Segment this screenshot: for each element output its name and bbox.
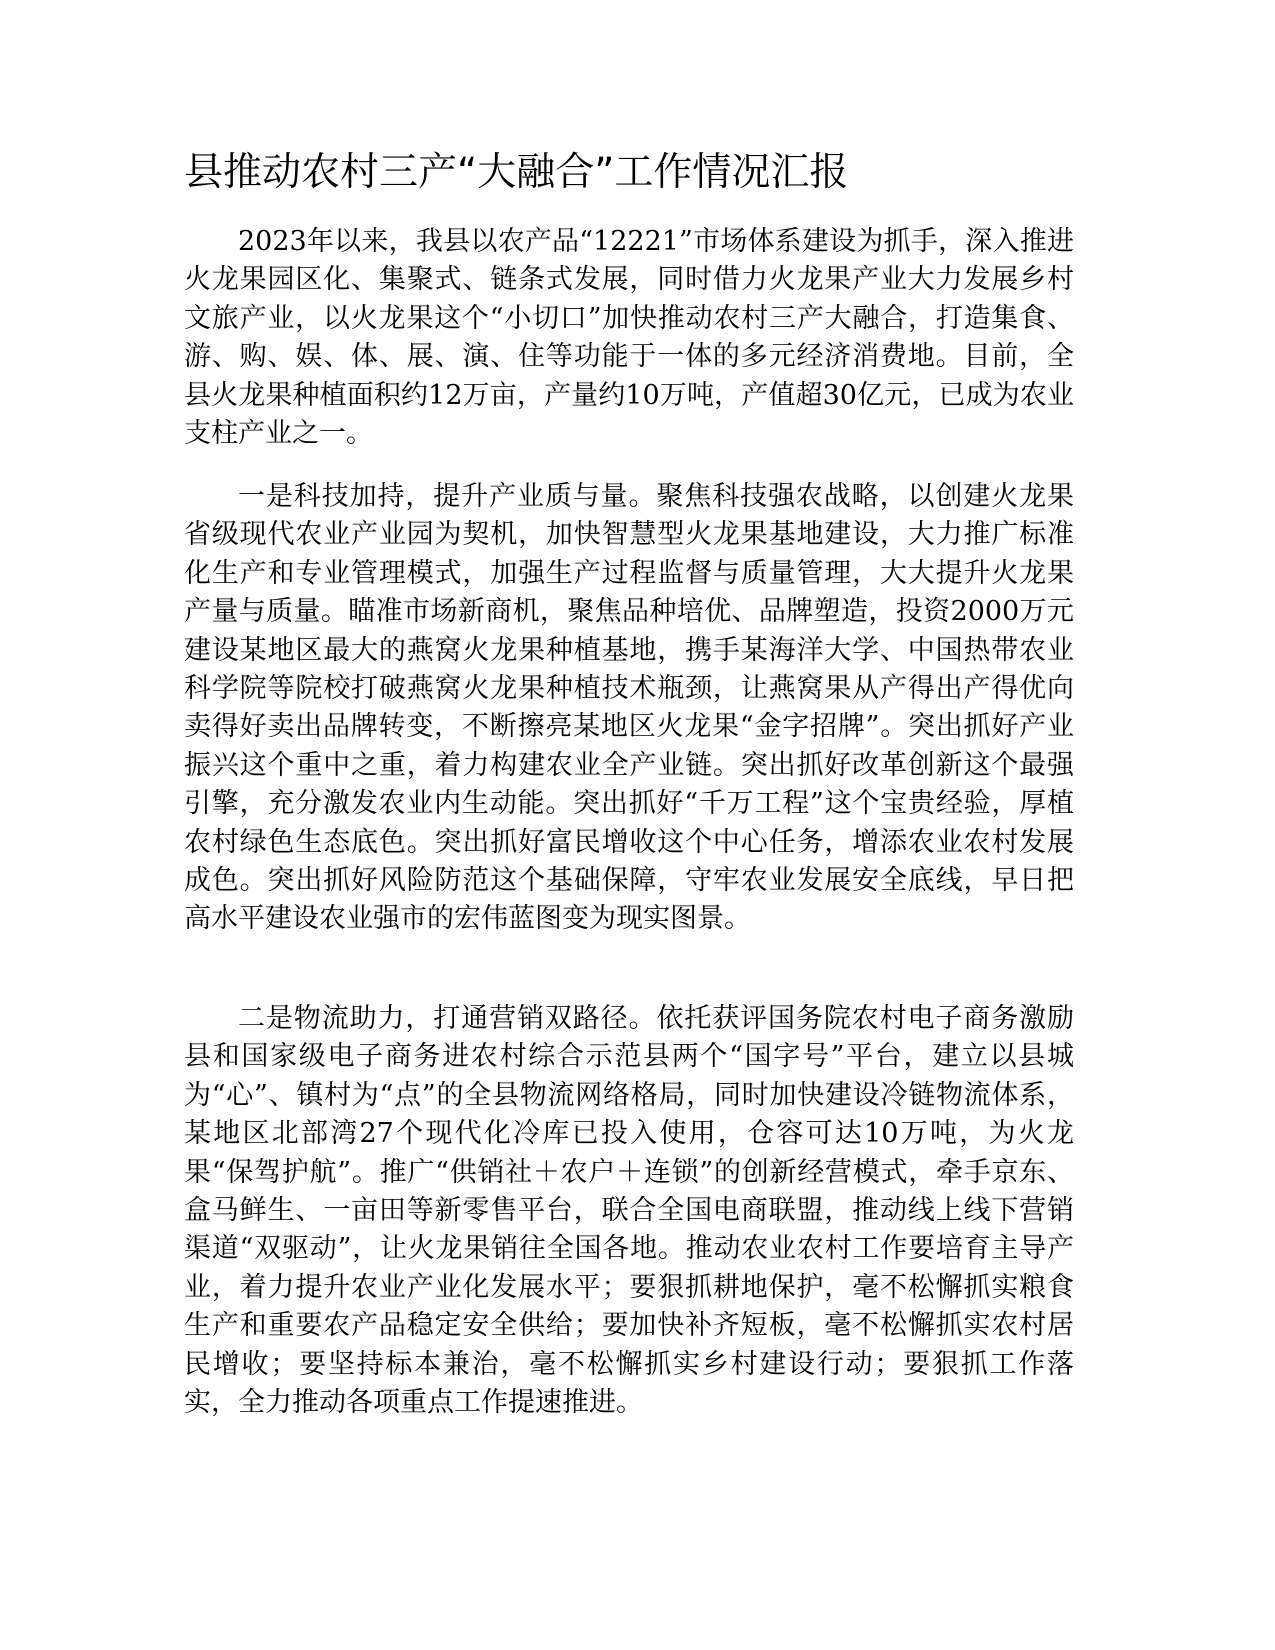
paragraph-technology: 一是科技加持，提升产业质与量。聚焦科技强农战略，以创建火龙果省级现代农业产业园为契机，加快智慧型火龙果基地建设，大力推广标准化生产和专业管理模式，加强生产过程监督与质量管理，大大提升火龙果产量与质量。瞄准市场新商机，聚焦品种培优、品牌塑造，投资2000万元建设某地区最大的燕窝火龙果种植基地，携手某海洋大学、中国热带农业科学院等院校打破燕窝火龙果种植技术瓶颈，让燕窝果从产得出产得优向卖得好卖出品牌转变，不断擦亮某地区火龙果“金字招牌”。突出抓好产业振兴这个重中之重，着力构建农业全产业链。突出抓好改革创新这个最强引擎，充分激发农业内生动能。突出抓好“千万工程”这个宝贵经验，厚植农村绿色生态底色。突出抓好富民增收这个中心任务，增添农业农村发展成色。突出抓好风险防范这个基础保障，守牢农业发展安全底线，早日把高水平建设农业强市的宏伟蓝图变为现实图景。 <box>184 481 1074 935</box>
paragraph-logistics: 二是物流助力，打通营销双路径。依托获评国务院农村电子商务激励县和国家级电子商务进农村综合示范县两个“国字号”平台，建立以县城为“心”、镇村为“点”的全县物流网络格局，同时加快建设冷链物流体系，某地区北部湾27个现代化冷库已投入使用，仓容可达10万吨，为火龙果“保驾护航”。推广“供销社＋农户＋连锁”的创新经营模式，牵手京东、盒马鲜生、一亩田等新零售平台，联合全国电商联盟，推动线上线下营销渠道“双驱动”，让火龙果销往全国各地。推动农业农村工作要培育主导产业，着力提升农业产业化发展水平；要狠抓耕地保护，毫不松懈抓实粮食生产和重要农产品稳定安全供给；要加快补齐短板，毫不松懈抓实农村居民增收；要坚持标本兼治，毫不松懈抓实乡村建设行动；要狠抓工作落实，全力推动各项重点工作提速推进。 <box>184 1003 1074 1419</box>
document-title: 县推动农村三产“大融合”工作情况汇报 <box>184 150 849 195</box>
paragraph-intro: 2023年以来，我县以农产品“12221”市场体系建设为抓手，深入推进火龙果园区化、集聚式、链条式发展，同时借力火龙果产业大力发展乡村文旅产业，以火龙果这个“小切口”加快推动农村三产大融合，打造集食、游、购、娱、体、展、演、住等功能于一体的多元经济消费地。目前，全县火龙果种植面积约12万亩，产量约10万吨，产值超30亿元，已成为农业支柱产业之一。 <box>184 226 1074 450</box>
